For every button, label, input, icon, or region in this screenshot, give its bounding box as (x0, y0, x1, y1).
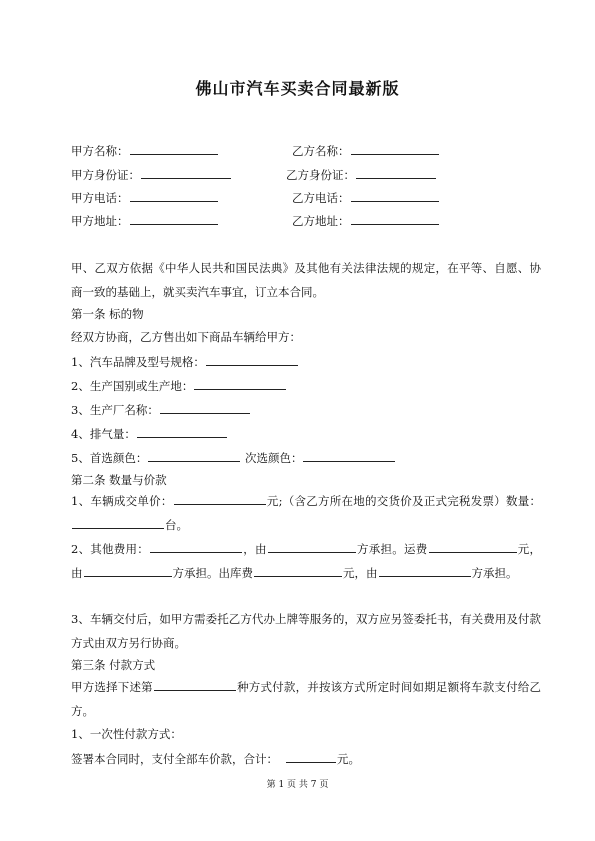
brand-label: 1、汽车品牌及型号规格： (71, 355, 205, 369)
article-1-item-brand (71, 353, 299, 370)
party-b-id-label: 乙方身份证： (286, 168, 355, 182)
secondary-color-blank[interactable] (303, 449, 395, 462)
unit-price-note: 元;（含乙方所在地的交货价及正式完税发票）数量： (266, 494, 541, 508)
party-b-addr-blank[interactable] (351, 212, 439, 225)
intro-paragraph: 甲、乙双方依据《中华人民共和国民法典》及其他有关法律法规的规定，在平等、自愿、协商一致的基础上，就买卖汽车事宜，订立本合同。 (71, 261, 541, 299)
outbound-fee-by: 元，由 (343, 566, 378, 580)
lump-sum-line (71, 750, 360, 767)
party-b-name-blank[interactable] (351, 142, 439, 155)
other-fees-blank[interactable] (150, 540, 242, 553)
party-a-id-blank[interactable] (141, 166, 231, 179)
party-b-addr-label: 乙方地址： (292, 214, 350, 228)
article-1-item-colors (71, 449, 396, 466)
party-b-addr-row (292, 212, 440, 229)
quantity-blank[interactable] (72, 516, 164, 529)
lump-sum-heading: 1、一次性付款方式： (71, 727, 182, 741)
lump-sum-unit: 元。 (337, 752, 360, 766)
article-3-heading: 第三条 付款方式 (71, 658, 156, 672)
party-b-phone-blank[interactable] (351, 189, 439, 202)
party-a-addr-blank[interactable] (130, 212, 218, 225)
party-a-addr-label: 甲方地址： (71, 214, 129, 228)
displacement-blank[interactable] (137, 425, 227, 438)
other-fees-by: ，由 (243, 542, 267, 556)
other-fees-party-blank[interactable] (268, 540, 356, 553)
outbound-fee-blank[interactable] (254, 564, 342, 577)
party-a-id-row (71, 166, 232, 183)
party-a-id-label: 甲方身份证： (71, 168, 140, 182)
page-footer: 第 1 页 共 7 页 (266, 780, 329, 790)
party-b-phone-label: 乙方电话： (292, 191, 350, 205)
party-a-name-row (71, 142, 219, 159)
primary-color-blank[interactable] (148, 449, 240, 462)
party-a-phone-label: 甲方电话： (71, 191, 129, 205)
article-1-item-displacement (71, 425, 228, 442)
payment-method-blank[interactable] (154, 678, 236, 691)
article-2-heading: 第二条 数量与价款 (71, 473, 167, 487)
origin-blank[interactable] (194, 377, 286, 390)
manufacturer-label: 3、生产厂名称： (71, 403, 159, 417)
lump-sum-blank[interactable] (286, 750, 336, 763)
freight-by: 元，由 (71, 542, 542, 580)
displacement-label: 4、排气量： (71, 427, 136, 441)
outbound-fee-party-blank[interactable] (379, 564, 471, 577)
brand-blank[interactable] (206, 353, 298, 366)
origin-label: 2、生产国别或生产地： (71, 379, 194, 393)
article-2-clause-1 (71, 489, 541, 537)
party-b-name-row (292, 142, 440, 159)
party-a-addr-row (71, 212, 219, 229)
party-b-id-row (286, 166, 437, 183)
freight-party-blank[interactable] (84, 564, 172, 577)
article-2-clause-2 (71, 537, 541, 585)
party-a-name-blank[interactable] (130, 142, 218, 155)
article-1-heading: 第一条 标的物 (71, 307, 144, 321)
document-title: 佛山市汽车买卖合同最新版 (195, 79, 400, 98)
party-b-name-label: 乙方名称： (292, 144, 350, 158)
lump-sum-label: 签署本合同时，支付全部车价款，合计： (71, 752, 278, 766)
party-b-id-blank[interactable] (356, 166, 436, 179)
unit-price-label: 1、车辆成交单价： (71, 494, 173, 508)
quantity-unit: 台。 (165, 518, 188, 532)
freight-label: 方承担。运费 (356, 542, 428, 556)
other-fees-label: 2、其他费用： (71, 542, 150, 556)
party-a-phone-row (71, 189, 219, 206)
outbound-fee-end: 方承担。 (471, 566, 518, 580)
outbound-fee-label: 方承担。出库费 (172, 566, 253, 580)
freight-blank[interactable] (429, 540, 517, 553)
payment-method-text: 种方式付款，并按该方式所定时间如期足额将车款支付给乙方。 (71, 680, 542, 718)
secondary-color-label: 次选颜色： (244, 451, 303, 465)
article-1-lead: 经双方协商，乙方售出如下商品车辆给甲方： (71, 330, 301, 344)
article-3-clause-1 (71, 675, 541, 723)
article-1-item-origin (71, 377, 287, 394)
manufacturer-blank[interactable] (160, 401, 250, 414)
party-b-phone-row (292, 189, 440, 206)
party-a-name-label: 甲方名称： (71, 144, 129, 158)
unit-price-blank[interactable] (174, 492, 266, 505)
payment-method-label: 甲方选择下述第 (71, 680, 153, 694)
article-1-item-manufacturer (71, 401, 251, 418)
party-a-phone-blank[interactable] (130, 189, 218, 202)
article-2-clause-3: 3、车辆交付后，如甲方需委托乙方代办上牌等服务的，双方应另签委托书，有关费用及付款方式由双方另行协商。 (71, 612, 541, 650)
primary-color-label: 5、首选颜色： (71, 451, 148, 465)
